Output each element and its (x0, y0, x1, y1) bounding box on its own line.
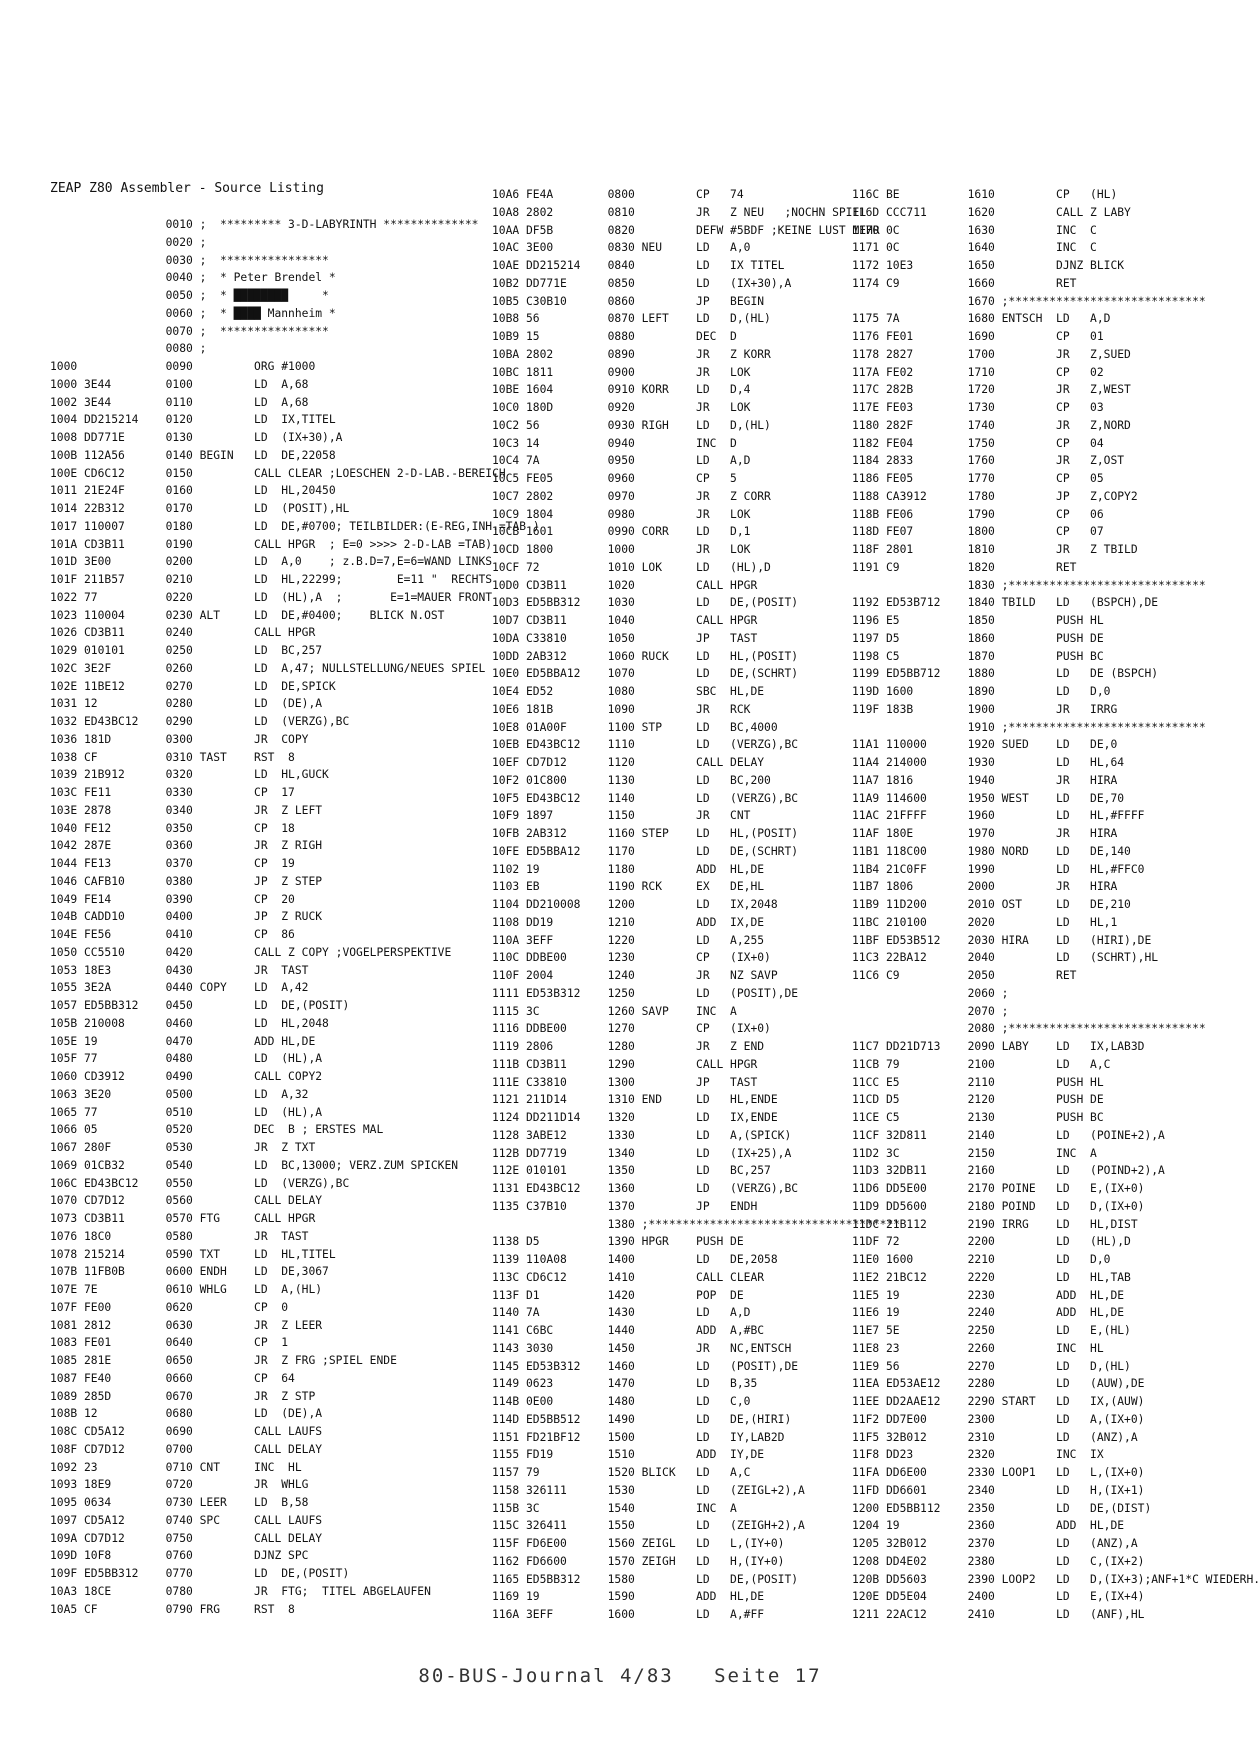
code-line: 1000 0090 ORG #1000 (50, 360, 316, 373)
code-line: 1040 FE12 0350 CP 18 (50, 821, 295, 835)
code-line: 1200 ED5BB112 2350 LD DE,(DIST) (852, 1501, 1152, 1515)
code-line: 10B2 DD771E 0850 LD (IX+30),A (492, 276, 792, 290)
code-line: 113F D1 1420 POP DE (492, 1288, 744, 1302)
code-line: 1204 19 2360 ADD HL,DE (852, 1519, 1125, 1533)
code-line: 11AF 180E 1970 JR HIRA (852, 827, 1118, 840)
code-line: 11A7 1816 1940 JR HIRA (852, 773, 1118, 787)
code-line: 1199 ED5BB712 1880 LD DE (BSPCH) (852, 667, 1159, 681)
code-line: 1004 DD215214 0120 LD IX,TITEL (50, 413, 336, 427)
code-line: 1017 110007 0180 LD DE,#0700; TEILBILDER:(E-REG,INH.=TAB ) (50, 519, 540, 533)
code-line: 11D2 3C 2150 INC A (852, 1146, 1097, 1160)
code-line: 11C7 DD21D713 2090 LABY LD IX,LAB3D (852, 1040, 1145, 1053)
code-line: 105E 19 0470 ADD HL,DE (50, 1034, 316, 1048)
code-line: 1039 21B912 0320 LD HL,GUCK (50, 768, 329, 782)
code-line: 11EE DD2AAE12 2290 START LD IX,(AUW) (852, 1395, 1145, 1408)
code-line: 100E CD6C12 0150 CALL CLEAR ;LOESCHEN 2-D-LAB.-BEREICH (50, 466, 506, 480)
code-line: 1141 C6BC 1440 ADD A,#BC (492, 1324, 765, 1337)
code-line: 1184 2833 1760 JR Z,OST (852, 454, 1125, 468)
code-line: 108B 12 0680 LD (DE),A (50, 1407, 323, 1421)
code-line: 11E2 21BC12 2220 LD HL,TAB (852, 1270, 1131, 1284)
code-line: 1182 FE04 1750 CP 04 (852, 436, 1104, 450)
code-line: 10C5 FE05 0960 CP 5 (492, 472, 737, 485)
code-line: 1053 18E3 0430 JR TAST (50, 963, 309, 977)
code-line: 11A1 110000 1920 SUED LD DE,0 (852, 738, 1118, 752)
code-line: 1170 0C 1630 INC C (852, 223, 1097, 237)
code-line: 1026 CD3B11 0240 CALL HPGR (50, 626, 316, 640)
code-line: 1065 77 0510 LD (HL),A (50, 1105, 323, 1119)
code-line: 1157 79 1520 BLICK LD A,C (492, 1466, 751, 1479)
code-line: 10B5 C30B10 0860 JP BEGIN (492, 294, 765, 308)
code-line: 10BA 2802 0890 JR Z KORR (492, 347, 771, 361)
code-line: 113C CD6C12 1410 CALL CLEAR (492, 1270, 765, 1284)
listing-column-2 (492, 186, 901, 1624)
code-line: 1108 DD19 1210 ADD IX,DE (492, 915, 765, 929)
code-line: 11BF ED53B512 2030 HIRA LD (HIRI),DE (852, 933, 1152, 947)
code-line: 11F5 32B012 2310 LD (ANZ),A (852, 1430, 1138, 1444)
code-line: 1145 ED53B312 1460 LD (POSIT),DE (492, 1359, 799, 1373)
code-line: 115C 326411 1550 LD (ZEIGH+2),A (492, 1519, 805, 1533)
code-line: 1044 FE13 0370 CP 19 (50, 857, 295, 870)
code-line: 1124 DD211D14 1320 LD IX,ENDE (492, 1111, 778, 1124)
code-line: 0050 ; * ████████ * (50, 289, 329, 302)
code-line: 11A9 114600 1950 WEST LD DE,70 (852, 791, 1125, 805)
code-line: 103E 2878 0340 JR Z LEFT (50, 803, 323, 817)
code-line: 105F 77 0480 LD (HL),A (50, 1052, 323, 1066)
code-line: 1910 ;***************************** (852, 720, 1206, 734)
code-line: 1138 D5 1390 HPGR PUSH DE (492, 1235, 744, 1249)
code-line: 1174 C9 1660 RET (852, 276, 1077, 290)
code-line: 1205 32B012 2370 LD (ANZ),A (852, 1537, 1138, 1550)
listing-column-3 (852, 186, 1260, 1624)
code-line: 10B8 56 0870 LEFT LD D,(HL) (492, 312, 771, 326)
code-line: 1089 285D 0670 JR Z STP (50, 1389, 316, 1403)
listing-column-1 (50, 216, 540, 1618)
code-line: 1050 CC5510 0420 CALL Z COPY ;VOGELPERSPEKTIVE (50, 945, 452, 959)
code-line: 1008 DD771E 0130 LD (IX+30),A (50, 431, 343, 444)
code-line: 1380 ;************************************* (492, 1217, 901, 1231)
code-line: 0080 ; (50, 342, 207, 356)
code-line: 10A3 18CE 0780 JR FTG; TITEL ABGELAUFEN (50, 1584, 431, 1598)
code-line: 112E 010101 1350 LD BC,257 (492, 1164, 771, 1178)
code-line: 118F 2801 1810 JR Z TBILD (852, 543, 1138, 556)
code-line: 1121 211D14 1310 END LD HL,ENDE (492, 1093, 778, 1107)
code-line: 11E0 1600 2210 LD D,0 (852, 1253, 1111, 1266)
code-line: 114D ED5BB512 1490 LD DE,(HIRI) (492, 1412, 792, 1426)
code-line: 1000 3E44 0100 LD A,68 (50, 377, 309, 391)
code-line: 107B 11FB0B 0600 ENDH LD DE,3067 (50, 1265, 329, 1279)
code-line: 11CE C5 2130 PUSH BC (852, 1111, 1104, 1124)
code-line: 11D3 32DB11 2160 LD (POIND+2),A (852, 1164, 1165, 1178)
code-line: 1149 0623 1470 LD B,35 (492, 1377, 758, 1391)
code-line: 10E6 181B 1090 JR RCK (492, 702, 751, 716)
code-line: 10AC 3E00 0830 NEU LD A,0 (492, 241, 751, 255)
code-line: 10E4 ED52 1080 SBC HL,DE (492, 685, 765, 698)
code-line: 1022 77 0220 LD (HL),A ; E=1=MAUER FRONT (50, 590, 493, 604)
code-line: 11A4 214000 1930 LD HL,64 (852, 756, 1125, 769)
code-line: 1176 FE01 1690 CP 01 (852, 330, 1104, 343)
code-line: 1042 287E 0360 JR Z RIGH (50, 839, 323, 853)
code-line: 0060 ; * ████ Mannheim * (50, 306, 336, 320)
code-line: 116D CCC711 1620 CALL Z LABY (852, 205, 1131, 219)
code-line: 1095 0634 0730 LEER LD B,58 (50, 1496, 309, 1509)
code-line: 11CC E5 2110 PUSH HL (852, 1075, 1104, 1089)
code-line: 10CD 1800 1000 JR LOK (492, 543, 751, 556)
code-line: 10BE 1604 0910 KORR LD D,4 (492, 383, 751, 397)
code-line: 1197 D5 1860 PUSH DE (852, 631, 1104, 645)
code-line: 11AC 21FFFF 1960 LD HL,#FFFF (852, 809, 1145, 823)
code-line: 0020 ; (50, 235, 207, 249)
code-line: 10CB 1601 0990 CORR LD D,1 (492, 525, 751, 539)
code-line: 111B CD3B11 1290 CALL HPGR (492, 1057, 758, 1071)
code-line: 11D9 DD5600 2180 POIND LD D,(IX+0) (852, 1199, 1145, 1213)
code-line: 1057 ED5BB312 0450 LD DE,(POSIT) (50, 999, 350, 1012)
code-line: 0030 ; **************** (50, 253, 329, 267)
code-line: 1670 ;***************************** (852, 294, 1206, 308)
code-line: 1066 05 0520 DEC B ; ERSTES MAL (50, 1123, 384, 1137)
code-line: 116A 3EFF 1600 LD A,#FF (492, 1608, 765, 1621)
listing-title: ZEAP Z80 Assembler - Source Listing (50, 181, 324, 196)
code-line: 118B FE06 1790 CP 06 (852, 507, 1104, 521)
code-line: 108C CD5A12 0690 CALL LAUFS (50, 1425, 323, 1438)
code-line: 1073 CD3B11 0570 FTG CALL HPGR (50, 1212, 316, 1225)
code-line: 1097 CD5A12 0740 SPC CALL LAUFS (50, 1513, 323, 1527)
code-line: 1172 10E3 1650 DJNZ BLICK (852, 259, 1125, 272)
code-line: 10F2 01C800 1130 LD BC,200 (492, 773, 771, 787)
code-line: 1162 FD6600 1570 ZEIGH LD H,(IY+0) (492, 1554, 785, 1568)
code-line: 119D 1600 1890 LD D,0 (852, 685, 1111, 698)
code-line: 1128 3ABE12 1330 LD A,(SPICK) (492, 1128, 792, 1142)
code-line: 104E FE56 0410 CP 86 (50, 928, 295, 941)
code-line: 1067 280F 0530 JR Z TXT (50, 1141, 316, 1154)
code-line: 1111 ED53B312 1250 LD (POSIT),DE (492, 986, 799, 1000)
code-line: 1198 C5 1870 PUSH BC (852, 649, 1104, 663)
code-line: 10F9 1897 1150 JR CNT (492, 809, 751, 823)
code-line: 10EB ED43BC12 1110 LD (VERZG),BC (492, 738, 799, 752)
code-line: 1046 CAFB10 0380 JP Z STEP (50, 874, 323, 888)
code-line: 101F 211B57 0210 LD HL,22299; E=11 " RECHTS (50, 573, 493, 586)
code-line: 114B 0E00 1480 LD C,0 (492, 1395, 751, 1408)
code-line: 11DF 72 2200 LD (HL),D (852, 1235, 1131, 1249)
code-line: 11FA DD6E00 2330 LOOP1 LD L,(IX+0) (852, 1466, 1145, 1479)
code-line: 1208 DD4E02 2380 LD C,(IX+2) (852, 1554, 1145, 1568)
code-line: 10D7 CD3B11 1040 CALL HPGR (492, 614, 758, 627)
code-line: 106C ED43BC12 0550 LD (VERZG),BC (50, 1176, 350, 1190)
code-line: 10FE ED5BBA12 1170 LD DE,(SCHRT) (492, 844, 799, 858)
code-line: 117A FE02 1710 CP 02 (852, 365, 1104, 379)
code-line: 1115 3C 1260 SAVP INC A (492, 1004, 737, 1018)
code-line: 11E5 19 2230 ADD HL,DE (852, 1288, 1125, 1302)
code-line: 0040 ; * Peter Brendel * (50, 271, 336, 285)
code-line: 1131 ED43BC12 1360 LD (VERZG),BC (492, 1182, 799, 1195)
code-line: 119F 183B 1900 JR IRRG (852, 702, 1118, 716)
code-line: 10A5 CF 0790 FRG RST 8 (50, 1602, 295, 1616)
code-line: 1031 12 0280 LD (DE),A (50, 697, 323, 711)
code-line: 11EA ED53AE12 2280 LD (AUW),DE (852, 1377, 1145, 1391)
code-line: 1158 326111 1530 LD (ZEIGL+2),A (492, 1483, 805, 1497)
code-line: 104B CADD10 0400 JP Z RUCK (50, 910, 323, 924)
code-line: 11E6 19 2240 ADD HL,DE (852, 1306, 1125, 1320)
code-line: 1140 7A 1430 LD A,D (492, 1306, 751, 1320)
code-line: 10DD 2AB312 1060 RUCK LD HL,(POSIT) (492, 649, 799, 663)
code-line: 120E DD5E04 2400 LD E,(IX+4) (852, 1590, 1145, 1604)
code-line: 1175 7A 1680 ENTSCH LD A,D (852, 312, 1111, 326)
code-line: 2060 ; (852, 986, 1009, 1000)
code-line: 109D 10F8 0760 DJNZ SPC (50, 1549, 309, 1563)
code-line: 10FB 2AB312 1160 STEP LD HL,(POSIT) (492, 827, 799, 840)
code-line: 110C DDBE00 1230 CP (IX+0) (492, 951, 771, 965)
code-line: 11B4 21C0FF 1990 LD HL,#FFC0 (852, 862, 1145, 876)
code-line: 1103 EB 1190 RCK EX DE,HL (492, 880, 765, 894)
code-line: 107E 7E 0610 WHLG LD A,(HL) (50, 1283, 323, 1296)
code-line: 1085 281E 0650 JR Z FRG ;SPIEL ENDE (50, 1354, 397, 1367)
code-line: 10D3 ED5BB312 1030 LD DE,(POSIT) (492, 596, 799, 610)
code-line: 11FD DD6601 2340 LD H,(IX+1) (852, 1483, 1145, 1497)
code-line: 10A6 FE4A 0800 CP 74 (492, 188, 744, 201)
code-line: 1186 FE05 1770 CP 05 (852, 472, 1104, 485)
code-line: 10D0 CD3B11 1020 CALL HPGR (492, 578, 758, 592)
code-line: 1070 CD7D12 0560 CALL DELAY (50, 1194, 323, 1208)
code-line: 10F5 ED43BC12 1140 LD (VERZG),BC (492, 791, 799, 805)
code-line: 1032 ED43BC12 0290 LD (VERZG),BC (50, 715, 350, 728)
code-line: 11DC 21B112 2190 IRRG LD HL,DIST (852, 1217, 1138, 1231)
code-line: 11CF 32D811 2140 LD (POINE+2),A (852, 1128, 1165, 1142)
code-line: 10B9 15 0880 DEC D (492, 330, 737, 343)
code-line: 10C7 2802 0970 JR Z CORR (492, 489, 771, 503)
code-line: 100B 112A56 0140 BEGIN LD DE,22058 (50, 448, 336, 462)
code-line: 1169 19 1590 ADD HL,DE (492, 1590, 765, 1604)
code-line: 1087 FE40 0660 CP 64 (50, 1371, 295, 1385)
code-line: 10A8 2802 0810 JR Z NEU ;NOCHN SPIEL (492, 205, 867, 219)
code-line: 1135 C37B10 1370 JP ENDH (492, 1199, 758, 1213)
code-line: 11F2 DD7E00 2300 LD A,(IX+0) (852, 1412, 1145, 1426)
code-line: 1196 E5 1850 PUSH HL (852, 614, 1104, 627)
code-line: 11CD D5 2120 PUSH DE (852, 1093, 1104, 1107)
code-line: 1069 01CB32 0540 LD BC,13000; VERZ.ZUM SPICKEN (50, 1158, 459, 1172)
code-line: 1038 CF 0310 TAST RST 8 (50, 750, 295, 764)
code-line: 110A 3EFF 1220 LD A,255 (492, 933, 765, 947)
code-line: 101A CD3B11 0190 CALL HPGR ; E=0 >>>> 2-D-LAB =TAB) (50, 537, 493, 551)
code-line: 1188 CA3912 1780 JP Z,COPY2 (852, 489, 1138, 503)
page-footer: 80-BUS-Journal 4/83 Seite 17 (418, 1665, 822, 1687)
code-line: 1143 3030 1450 JR NC,ENTSCH (492, 1341, 792, 1355)
code-line: 1078 215214 0590 TXT LD HL,TITEL (50, 1247, 336, 1261)
code-line: 0070 ; **************** (50, 324, 329, 338)
code-line: 10DA C33810 1050 JP TAST (492, 631, 758, 645)
code-line: 107F FE00 0620 CP 0 (50, 1300, 289, 1314)
code-line: 1011 21E24F 0160 LD HL,20450 (50, 484, 336, 498)
code-line: 117E FE03 1730 CP 03 (852, 401, 1104, 414)
code-line: 11B1 118C00 1980 NORD LD DE,140 (852, 844, 1131, 858)
code-line: 117C 282B 1720 JR Z,WEST (852, 383, 1131, 397)
code-line: 103C FE11 0330 CP 17 (50, 786, 295, 799)
code-line: 1002 3E44 0110 LD A,68 (50, 395, 309, 409)
code-line: 1083 FE01 0640 CP 1 (50, 1336, 289, 1350)
code-line: 10AA DF5B 0820 DEFW #5BDF ;KEINE LUST MEHR (492, 223, 880, 237)
code-line: 11E8 23 2260 INC HL (852, 1341, 1104, 1355)
code-line: 1036 181D 0300 JR COPY (50, 732, 309, 746)
code-line: 105B 210008 0460 LD HL,2048 (50, 1016, 329, 1030)
code-line: 1104 DD210008 1200 LD IX,2048 (492, 898, 778, 911)
code-line: 10C3 14 0940 INC D (492, 436, 737, 450)
code-line: 1830 ;***************************** (852, 578, 1206, 592)
code-line: 109F ED5BB312 0770 LD DE,(POSIT) (50, 1567, 350, 1580)
code-line: 102E 11BE12 0270 LD DE,SPICK (50, 679, 336, 693)
code-line: 110F 2004 1240 JR NZ SAVP (492, 969, 778, 982)
code-line: 118D FE07 1800 CP 07 (852, 525, 1104, 539)
code-line: 10E0 ED5BBA12 1070 LD DE,(SCHRT) (492, 667, 799, 681)
code-line: 1060 CD3912 0490 CALL COPY2 (50, 1070, 323, 1083)
code-line: 101D 3E00 0200 LD A,0 ; z.B.D=7,E=6=WAND LINKS (50, 555, 493, 569)
code-line: 10AE DD215214 0840 LD IX TITEL (492, 259, 785, 272)
code-line: 11B9 11D200 2010 OST LD DE,210 (852, 898, 1131, 911)
code-line: 1178 2827 1700 JR Z,SUED (852, 347, 1131, 361)
code-line: 112B DD7719 1340 LD (IX+25),A (492, 1146, 792, 1160)
code-line: 10E8 01A00F 1100 STP LD BC,4000 (492, 720, 778, 734)
code-line: 109A CD7D12 0750 CALL DELAY (50, 1531, 323, 1545)
code-line: 1116 DDBE00 1270 CP (IX+0) (492, 1022, 771, 1036)
code-line: 1081 2812 0630 JR Z LEER (50, 1318, 323, 1332)
code-line: 1029 010101 0250 LD BC,257 (50, 644, 323, 657)
code-line: 1192 ED53B712 1840 TBILD LD (BSPCH),DE (852, 596, 1159, 610)
code-line: 115F FD6E00 1560 ZEIGL LD L,(IY+0) (492, 1537, 785, 1550)
code-line: 11C3 22BA12 2040 LD (SCHRT),HL (852, 951, 1159, 965)
code-line: 116C BE 1610 CP (HL) (852, 188, 1118, 201)
code-line: 2080 ;***************************** (852, 1022, 1206, 1036)
code-line: 11E7 5E 2250 LD E,(HL) (852, 1324, 1131, 1337)
code-line: 11CB 79 2100 LD A,C (852, 1057, 1111, 1071)
code-line: 1023 110004 0230 ALT LD DE,#0400; BLICK N.OST (50, 608, 445, 622)
code-line: 10C0 180D 0920 JR LOK (492, 401, 751, 414)
code-line: 120B DD5603 2390 LOOP2 LD D,(IX+3);ANF+1*C WIEDERH. (852, 1572, 1260, 1586)
code-line: 11F8 DD23 2320 INC IX (852, 1448, 1104, 1462)
code-line: 1055 3E2A 0440 COPY LD A,42 (50, 981, 309, 995)
code-line: 1063 3E20 0500 LD A,32 (50, 1087, 309, 1101)
code-line: 1191 C9 1820 RET (852, 560, 1077, 574)
code-line: 1092 23 0710 CNT INC HL (50, 1460, 302, 1474)
code-line: 10C9 1804 0980 JR LOK (492, 507, 751, 521)
code-line: 2070 ; (852, 1004, 1009, 1018)
code-line: 10CF 72 1010 LOK LD (HL),D (492, 560, 771, 574)
code-line: 11C6 C9 2050 RET (852, 969, 1077, 982)
code-line: 1211 22AC12 2410 LD (ANF),HL (852, 1608, 1145, 1621)
code-line: 10EF CD7D12 1120 CALL DELAY (492, 756, 765, 769)
code-line: 10C4 7A 0950 LD A,D (492, 454, 751, 468)
code-line: 1014 22B312 0170 LD (POSIT),HL (50, 502, 350, 515)
code-line: 11D6 DD5E00 2170 POINE LD E,(IX+0) (852, 1182, 1145, 1195)
code-line: 1049 FE14 0390 CP 20 (50, 892, 295, 906)
code-line: 1180 282F 1740 JR Z,NORD (852, 418, 1131, 432)
code-line: 1139 110A08 1400 LD DE,2058 (492, 1253, 778, 1266)
code-line: 108F CD7D12 0700 CALL DELAY (50, 1442, 323, 1456)
code-line: 0010 ; ********* 3-D-LABYRINTH ************** (50, 218, 479, 231)
code-line: 11B7 1806 2000 JR HIRA (852, 880, 1118, 894)
code-line: 1119 2806 1280 JR Z END (492, 1040, 765, 1053)
code-line: 111E C33810 1300 JP TAST (492, 1075, 758, 1089)
code-line: 1076 18C0 0580 JR TAST (50, 1229, 309, 1243)
code-line: 10BC 1811 0900 JR LOK (492, 365, 751, 379)
code-line: 1093 18E9 0720 JR WHLG (50, 1478, 309, 1492)
code-line: 11BC 210100 2020 LD HL,1 (852, 915, 1118, 929)
code-line: 11E9 56 2270 LD D,(HL) (852, 1359, 1131, 1373)
code-line: 102C 3E2F 0260 LD A,47; NULLSTELLUNG/NEUES SPIEL (50, 661, 486, 675)
code-line: 115B 3C 1540 INC A (492, 1501, 737, 1515)
code-line: 1171 0C 1640 INC C (852, 241, 1097, 255)
code-line: 1102 19 1180 ADD HL,DE (492, 862, 765, 876)
code-line: 1165 ED5BB312 1580 LD DE,(POSIT) (492, 1572, 799, 1586)
code-line: 1155 FD19 1510 ADD IY,DE (492, 1448, 765, 1462)
code-line: 10C2 56 0930 RIGH LD D,(HL) (492, 418, 771, 432)
code-line: 1151 FD21BF12 1500 LD IY,LAB2D (492, 1430, 785, 1444)
